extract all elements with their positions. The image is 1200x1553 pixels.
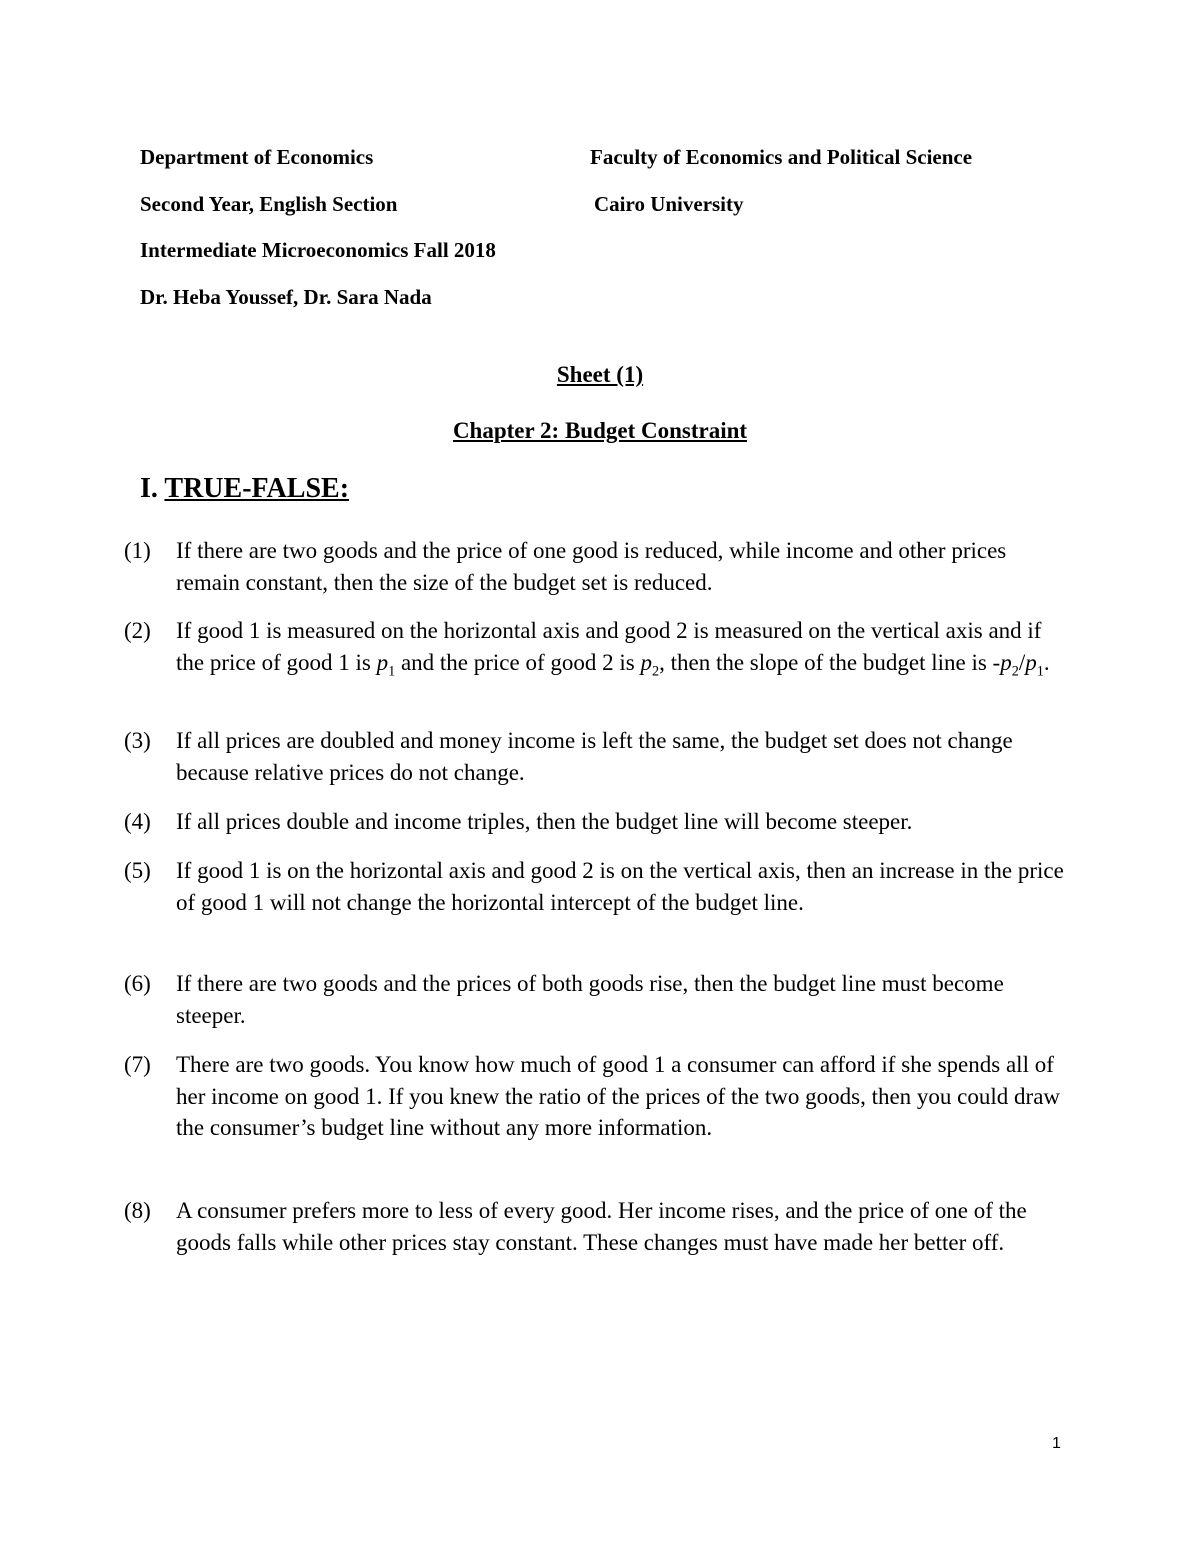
list-item (124, 968, 1074, 1031)
section-title: TRUE-FALSE: (164, 473, 350, 504)
list-item (124, 806, 1074, 838)
price-symbol: p (1025, 649, 1037, 675)
price-symbol: p (1000, 649, 1012, 675)
list-item (124, 1195, 1074, 1258)
item-text: If all prices are doubled and money income is left the same, the budget set does not change because relative prices do not change. (176, 728, 1013, 785)
list-item (124, 1049, 1074, 1144)
item-number: (3) (124, 728, 151, 753)
list-item (124, 615, 1074, 678)
item-text: If there are two goods and the price of one good is reduced, while income and other prices remain constant, then the size of the budget set is reduced. (176, 538, 1007, 595)
department-name: Department of Economics (140, 145, 374, 169)
item-text: If good 1 is measured on the horizontal axis and good 2 is measured on the vertical axis and if the price of good 1 is $p_1$ and the price of good 2 is $p_2$, then the slope of the budget line is $-p_2/p_1$. (176, 618, 1050, 680)
item-text: A consumer prefers more to less of every good. Her income rises, and the price of one of the goods falls while other prices stay constant. These changes must have made her better off. (176, 1198, 1027, 1255)
list-item (124, 535, 1074, 598)
university-name: Cairo University (594, 192, 744, 216)
item-number: (5) (124, 858, 151, 883)
year-section: Second Year, English Section (140, 192, 398, 216)
list-item (124, 855, 1074, 918)
price-symbol: p (640, 649, 652, 675)
item-number: (7) (124, 1052, 151, 1077)
item-text: If good 1 is on the horizontal axis and good 2 is on the vertical axis, then an increase in the price of good 1 will not change the horizontal intercept of the budget line. (176, 858, 1064, 915)
course-title: Intermediate Microeconomics Fall 2018 (140, 238, 496, 262)
item-number: (4) (124, 809, 151, 834)
list-item (124, 725, 1074, 788)
item-text: There are two goods. You know how much of good 1 a consumer can afford if she spends all of her income on good 1. If you knew the ratio of the prices of the two goods, then you could draw the consumer’s budget line without any more information. (176, 1052, 1061, 1140)
faculty-name: Faculty of Economics and Political Science (590, 145, 973, 169)
section-heading (140, 475, 349, 503)
item-number: (8) (124, 1198, 151, 1223)
price-symbol: p (376, 649, 389, 675)
item-number: (1) (124, 538, 151, 563)
item-text: If all prices double and income triples, then the budget line will become steeper. (176, 809, 913, 834)
page-number: 1 (1052, 1435, 1061, 1452)
section-prefix: I. (140, 473, 158, 504)
item-number: (2) (124, 618, 151, 643)
item-number: (6) (124, 971, 151, 996)
chapter-title: Chapter 2: Budget Constraint (452, 418, 748, 443)
instructors: Dr. Heba Youssef, Dr. Sara Nada (140, 285, 432, 309)
sheet-title: Sheet (1) (556, 362, 644, 387)
item-text: If there are two goods and the prices of both goods rise, then the budget line must become steeper. (176, 971, 1004, 1028)
